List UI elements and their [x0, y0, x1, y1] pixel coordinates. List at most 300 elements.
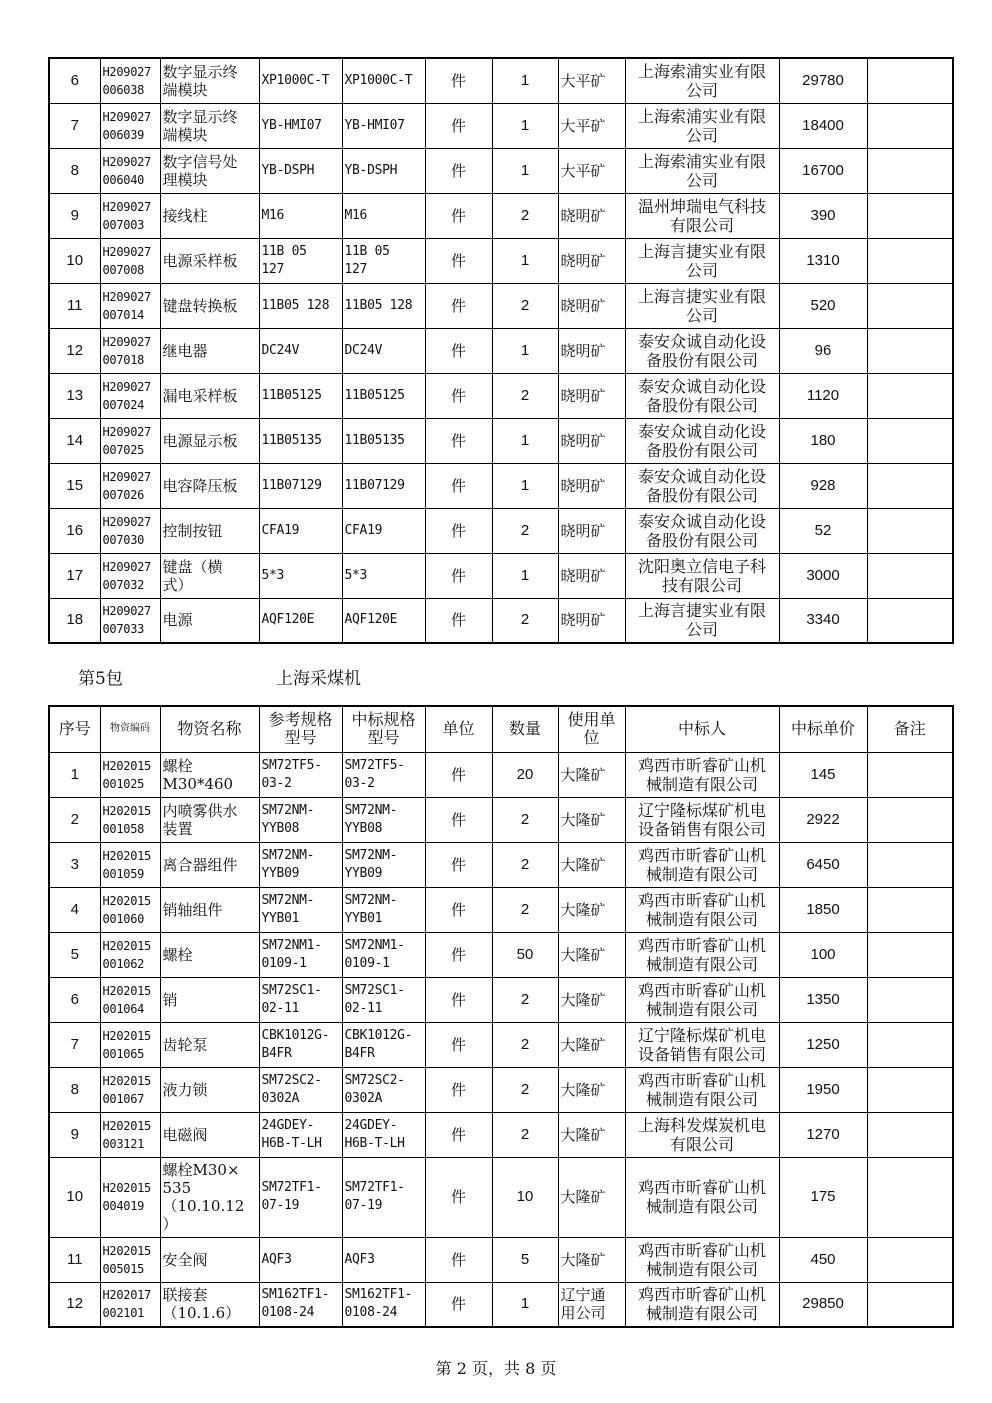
cell-note — [867, 193, 953, 238]
cell-no: 12 — [49, 1282, 100, 1327]
cell-note — [867, 887, 953, 932]
cell-ref-spec: CBK1012G- B4FR — [259, 1022, 342, 1067]
cell-note — [867, 1067, 953, 1112]
cell-ref-spec: SM72TF5- 03-2 — [259, 752, 342, 797]
cell-bid-spec: 11B 05 127 — [342, 238, 425, 283]
cell-bid-spec: 5*3 — [342, 553, 425, 598]
cell-winner: 辽宁隆标煤矿机电 设备销售有限公司 — [625, 1022, 779, 1067]
cell-use-unit: 晓明矿 — [558, 238, 625, 283]
package-title: 上海采煤机 — [276, 669, 361, 689]
cell-name: 电磁阀 — [160, 1112, 259, 1157]
cell-note — [867, 148, 953, 193]
cell-unit: 件 — [425, 1157, 492, 1237]
cell-use-unit: 大隆矿 — [558, 752, 625, 797]
cell-bid-spec: SM72TF5- 03-2 — [342, 752, 425, 797]
cell-bid-spec: 24GDEY- H6B-T-LH — [342, 1112, 425, 1157]
cell-winner: 鸡西市昕睿矿山机 械制造有限公司 — [625, 977, 779, 1022]
cell-price: 96 — [779, 328, 867, 373]
cell-no: 9 — [49, 1112, 100, 1157]
table-row — [49, 842, 953, 887]
cell-price: 1120 — [779, 373, 867, 418]
cell-name: 联接套 （10.1.6） — [160, 1282, 259, 1327]
cell-ref-spec: SM72TF1- 07-19 — [259, 1157, 342, 1237]
cell-winner: 鸡西市昕睿矿山机 械制造有限公司 — [625, 887, 779, 932]
cell-bid-spec: AQF120E — [342, 598, 425, 643]
cell-note — [867, 328, 953, 373]
table-row — [49, 283, 953, 328]
cell-no: 14 — [49, 418, 100, 463]
cell-use-unit: 晓明矿 — [558, 463, 625, 508]
table-row — [49, 932, 953, 977]
header-no: 序号 — [49, 706, 100, 752]
cell-ref-spec: CFA19 — [259, 508, 342, 553]
cell-price: 1250 — [779, 1022, 867, 1067]
cell-code: H202015 001064 — [100, 977, 160, 1022]
table-row — [49, 328, 953, 373]
cell-unit: 件 — [425, 932, 492, 977]
cell-use-unit: 大隆矿 — [558, 842, 625, 887]
cell-qty: 2 — [492, 373, 558, 418]
cell-use-unit: 大平矿 — [558, 148, 625, 193]
cell-winner: 上海科发煤炭机电 有限公司 — [625, 1112, 779, 1157]
cell-name: 继电器 — [160, 328, 259, 373]
cell-no: 16 — [49, 508, 100, 553]
cell-ref-spec: DC24V — [259, 328, 342, 373]
cell-winner: 上海言捷实业有限 公司 — [625, 598, 779, 643]
cell-unit: 件 — [425, 1022, 492, 1067]
cell-code: H209027 007014 — [100, 283, 160, 328]
cell-no: 4 — [49, 887, 100, 932]
cell-winner: 鸡西市昕睿矿山机 械制造有限公司 — [625, 752, 779, 797]
cell-qty: 2 — [492, 598, 558, 643]
table-row — [49, 1282, 953, 1327]
cell-unit: 件 — [425, 463, 492, 508]
table-row — [49, 752, 953, 797]
cell-name: 内喷雾供水 装置 — [160, 797, 259, 842]
cell-ref-spec: SM162TF1- 0108-24 — [259, 1282, 342, 1327]
cell-code: H209027 007024 — [100, 373, 160, 418]
cell-winner: 鸡西市昕睿矿山机 械制造有限公司 — [625, 1282, 779, 1327]
cell-qty: 1 — [492, 1282, 558, 1327]
cell-code: H209027 007033 — [100, 598, 160, 643]
cell-price: 16700 — [779, 148, 867, 193]
cell-qty: 2 — [492, 887, 558, 932]
cell-price: 175 — [779, 1157, 867, 1237]
table-row — [49, 418, 953, 463]
header-winner: 中标人 — [625, 706, 779, 752]
cell-price: 52 — [779, 508, 867, 553]
cell-winner: 泰安众诚自动化设 备股份有限公司 — [625, 508, 779, 553]
cell-ref-spec: SM72NM1- 0109-1 — [259, 932, 342, 977]
cell-use-unit: 大隆矿 — [558, 1157, 625, 1237]
table-row — [49, 238, 953, 283]
cell-qty: 1 — [492, 463, 558, 508]
cell-name: 液力锁 — [160, 1067, 259, 1112]
cell-no: 13 — [49, 373, 100, 418]
cell-unit: 件 — [425, 1282, 492, 1327]
cell-winner: 泰安众诚自动化设 备股份有限公司 — [625, 328, 779, 373]
cell-unit: 件 — [425, 553, 492, 598]
cell-winner: 上海言捷实业有限 公司 — [625, 283, 779, 328]
cell-code: H209027 006039 — [100, 103, 160, 148]
cell-no: 12 — [49, 328, 100, 373]
cell-note — [867, 283, 953, 328]
cell-qty: 1 — [492, 418, 558, 463]
cell-note — [867, 58, 953, 103]
table-row — [49, 1157, 953, 1237]
cell-name: 销 — [160, 977, 259, 1022]
cell-price: 18400 — [779, 103, 867, 148]
cell-name: 螺栓M30× 535 （10.10.12 ） — [160, 1157, 259, 1237]
table-row — [49, 1022, 953, 1067]
cell-qty: 10 — [492, 1157, 558, 1237]
cell-name: 键盘转换板 — [160, 283, 259, 328]
header-qty: 数量 — [492, 706, 558, 752]
table-row — [49, 797, 953, 842]
cell-code: H209027 007026 — [100, 463, 160, 508]
cell-code: H209027 007030 — [100, 508, 160, 553]
cell-winner: 泰安众诚自动化设 备股份有限公司 — [625, 373, 779, 418]
cell-note — [867, 752, 953, 797]
cell-code: H202015 001059 — [100, 842, 160, 887]
cell-bid-spec: SM72NM- YYB08 — [342, 797, 425, 842]
cell-price: 29850 — [779, 1282, 867, 1327]
cell-ref-spec: 11B05 128 — [259, 283, 342, 328]
cell-name: 数字信号处 理模块 — [160, 148, 259, 193]
cell-use-unit: 大隆矿 — [558, 1022, 625, 1067]
header-note: 备注 — [867, 706, 953, 752]
cell-no: 10 — [49, 1157, 100, 1237]
cell-note — [867, 508, 953, 553]
cell-note — [867, 1282, 953, 1327]
cell-name: 漏电采样板 — [160, 373, 259, 418]
package-label: 第5包 — [78, 669, 123, 689]
cell-qty: 1 — [492, 553, 558, 598]
cell-name: 接线柱 — [160, 193, 259, 238]
header-ref-spec: 参考规格 型号 — [259, 706, 342, 752]
cell-use-unit: 大隆矿 — [558, 1112, 625, 1157]
cell-unit: 件 — [425, 418, 492, 463]
cell-unit: 件 — [425, 238, 492, 283]
cell-bid-spec: SM72SC2- 0302A — [342, 1067, 425, 1112]
table-row — [49, 463, 953, 508]
cell-note — [867, 932, 953, 977]
cell-bid-spec: AQF3 — [342, 1237, 425, 1282]
cell-price: 180 — [779, 418, 867, 463]
cell-bid-spec: YB-HMI07 — [342, 103, 425, 148]
cell-note — [867, 238, 953, 283]
cell-price: 520 — [779, 283, 867, 328]
cell-winner: 泰安众诚自动化设 备股份有限公司 — [625, 418, 779, 463]
cell-unit: 件 — [425, 193, 492, 238]
cell-name: 安全阀 — [160, 1237, 259, 1282]
cell-note — [867, 598, 953, 643]
cell-bid-spec: 11B05135 — [342, 418, 425, 463]
header-unit: 单位 — [425, 706, 492, 752]
cell-use-unit: 大隆矿 — [558, 932, 625, 977]
cell-bid-spec: XP1000C-T — [342, 58, 425, 103]
cell-winner: 辽宁隆标煤矿机电 设备销售有限公司 — [625, 797, 779, 842]
cell-ref-spec: SM72NM- YYB09 — [259, 842, 342, 887]
cell-no: 2 — [49, 797, 100, 842]
cell-no: 18 — [49, 598, 100, 643]
cell-code: H202015 001067 — [100, 1067, 160, 1112]
cell-name: 螺栓M30*460 — [160, 752, 259, 797]
cell-use-unit: 晓明矿 — [558, 418, 625, 463]
cell-no: 5 — [49, 932, 100, 977]
cell-qty: 2 — [492, 508, 558, 553]
awards-table-continued — [48, 57, 954, 644]
cell-price: 145 — [779, 752, 867, 797]
cell-ref-spec: YB-DSPH — [259, 148, 342, 193]
cell-code: H202015 003121 — [100, 1112, 160, 1157]
cell-name: 键盘（横 式） — [160, 553, 259, 598]
cell-no: 10 — [49, 238, 100, 283]
cell-winner: 鸡西市昕睿矿山机 械制造有限公司 — [625, 1237, 779, 1282]
cell-qty: 2 — [492, 1112, 558, 1157]
cell-winner: 上海言捷实业有限 公司 — [625, 238, 779, 283]
cell-no: 15 — [49, 463, 100, 508]
cell-no: 9 — [49, 193, 100, 238]
cell-bid-spec: DC24V — [342, 328, 425, 373]
cell-qty: 2 — [492, 1022, 558, 1067]
cell-use-unit: 大平矿 — [558, 103, 625, 148]
cell-price: 29780 — [779, 58, 867, 103]
cell-no: 11 — [49, 1237, 100, 1282]
cell-unit: 件 — [425, 752, 492, 797]
cell-code: H209027 007008 — [100, 238, 160, 283]
cell-unit: 件 — [425, 598, 492, 643]
cell-no: 8 — [49, 148, 100, 193]
cell-no: 7 — [49, 1022, 100, 1067]
cell-unit: 件 — [425, 328, 492, 373]
table-row — [49, 887, 953, 932]
cell-qty: 50 — [492, 932, 558, 977]
cell-price: 1950 — [779, 1067, 867, 1112]
cell-bid-spec: SM72NM- YYB09 — [342, 842, 425, 887]
cell-bid-spec: SM162TF1- 0108-24 — [342, 1282, 425, 1327]
cell-winner: 沈阳奥立信电子科 技有限公司 — [625, 553, 779, 598]
header-name: 物资名称 — [160, 706, 259, 752]
table-row — [49, 553, 953, 598]
cell-name: 控制按钮 — [160, 508, 259, 553]
cell-price: 1270 — [779, 1112, 867, 1157]
cell-use-unit: 晓明矿 — [558, 283, 625, 328]
package-5-table-body — [49, 752, 953, 1327]
cell-winner: 上海索浦实业有限 公司 — [625, 58, 779, 103]
cell-qty: 2 — [492, 977, 558, 1022]
cell-unit: 件 — [425, 103, 492, 148]
cell-ref-spec: 24GDEY- H6B-T-LH — [259, 1112, 342, 1157]
table-row — [49, 1237, 953, 1282]
cell-price: 390 — [779, 193, 867, 238]
cell-unit: 件 — [425, 58, 492, 103]
cell-winner: 鸡西市昕睿矿山机 械制造有限公司 — [625, 842, 779, 887]
cell-bid-spec: 11B05 128 — [342, 283, 425, 328]
cell-qty: 1 — [492, 148, 558, 193]
cell-ref-spec: AQF120E — [259, 598, 342, 643]
cell-note — [867, 842, 953, 887]
cell-bid-spec: 11B05125 — [342, 373, 425, 418]
cell-winner: 上海索浦实业有限 公司 — [625, 148, 779, 193]
awards-table-body — [49, 58, 953, 643]
cell-use-unit: 大隆矿 — [558, 797, 625, 842]
cell-unit: 件 — [425, 1067, 492, 1112]
cell-bid-spec: SM72TF1- 07-19 — [342, 1157, 425, 1237]
cell-winner: 温州坤瑞电气科技 有限公司 — [625, 193, 779, 238]
cell-price: 3340 — [779, 598, 867, 643]
cell-use-unit: 晓明矿 — [558, 598, 625, 643]
cell-ref-spec: 11B07129 — [259, 463, 342, 508]
cell-unit: 件 — [425, 148, 492, 193]
cell-unit: 件 — [425, 797, 492, 842]
cell-no: 6 — [49, 58, 100, 103]
cell-ref-spec: 11B05125 — [259, 373, 342, 418]
cell-unit: 件 — [425, 508, 492, 553]
cell-note — [867, 1157, 953, 1237]
cell-use-unit: 大隆矿 — [558, 977, 625, 1022]
cell-ref-spec: 11B 05 127 — [259, 238, 342, 283]
cell-unit: 件 — [425, 887, 492, 932]
cell-winner: 上海索浦实业有限 公司 — [625, 103, 779, 148]
cell-use-unit: 大隆矿 — [558, 887, 625, 932]
cell-code: H209027 007025 — [100, 418, 160, 463]
cell-use-unit: 大平矿 — [558, 58, 625, 103]
cell-code: H202015 001025 — [100, 752, 160, 797]
cell-code: H202015 001060 — [100, 887, 160, 932]
table-row — [49, 508, 953, 553]
cell-no: 3 — [49, 842, 100, 887]
cell-bid-spec: YB-DSPH — [342, 148, 425, 193]
page-footer: 第 2 页，共 8 页 — [435, 1359, 557, 1378]
cell-qty: 1 — [492, 328, 558, 373]
cell-bid-spec: M16 — [342, 193, 425, 238]
cell-qty: 5 — [492, 1237, 558, 1282]
cell-bid-spec: CBK1012G- B4FR — [342, 1022, 425, 1067]
cell-price: 6450 — [779, 842, 867, 887]
cell-no: 1 — [49, 752, 100, 797]
cell-note — [867, 463, 953, 508]
table-row — [49, 1112, 953, 1157]
cell-code: H202015 001062 — [100, 932, 160, 977]
cell-price: 2922 — [779, 797, 867, 842]
cell-name: 电源显示板 — [160, 418, 259, 463]
cell-qty: 2 — [492, 283, 558, 328]
cell-qty: 2 — [492, 797, 558, 842]
table-row — [49, 193, 953, 238]
cell-ref-spec: 11B05135 — [259, 418, 342, 463]
table-row — [49, 1067, 953, 1112]
cell-note — [867, 373, 953, 418]
cell-no: 7 — [49, 103, 100, 148]
cell-qty: 1 — [492, 58, 558, 103]
table-row — [49, 977, 953, 1022]
table-header-row — [49, 706, 953, 752]
cell-unit: 件 — [425, 842, 492, 887]
cell-ref-spec: SM72NM- YYB01 — [259, 887, 342, 932]
cell-code: H209027 006038 — [100, 58, 160, 103]
cell-winner: 泰安众诚自动化设 备股份有限公司 — [625, 463, 779, 508]
cell-use-unit: 辽宁通 用公司 — [558, 1282, 625, 1327]
cell-no: 8 — [49, 1067, 100, 1112]
cell-note — [867, 103, 953, 148]
cell-qty: 2 — [492, 193, 558, 238]
cell-use-unit: 大隆矿 — [558, 1237, 625, 1282]
cell-unit: 件 — [425, 373, 492, 418]
table-row — [49, 598, 953, 643]
header-code: 物资编码 — [100, 706, 160, 752]
cell-name: 电容降压板 — [160, 463, 259, 508]
cell-qty: 2 — [492, 1067, 558, 1112]
cell-winner: 鸡西市昕睿矿山机 械制造有限公司 — [625, 932, 779, 977]
cell-use-unit: 晓明矿 — [558, 193, 625, 238]
cell-note — [867, 1112, 953, 1157]
cell-price: 450 — [779, 1237, 867, 1282]
table-row — [49, 148, 953, 193]
cell-winner: 鸡西市昕睿矿山机 械制造有限公司 — [625, 1067, 779, 1112]
cell-ref-spec: 5*3 — [259, 553, 342, 598]
cell-code: H202015 004019 — [100, 1157, 160, 1237]
cell-bid-spec: SM72NM- YYB01 — [342, 887, 425, 932]
cell-bid-spec: 11B07129 — [342, 463, 425, 508]
cell-code: H202017 002101 — [100, 1282, 160, 1327]
table-row — [49, 103, 953, 148]
cell-note — [867, 553, 953, 598]
cell-code: H202015 001058 — [100, 797, 160, 842]
cell-ref-spec: SM72SC1- 02-11 — [259, 977, 342, 1022]
header-bid-spec: 中标规格 型号 — [342, 706, 425, 752]
cell-name: 螺栓 — [160, 932, 259, 977]
cell-unit: 件 — [425, 977, 492, 1022]
cell-name: 数字显示终 端模块 — [160, 103, 259, 148]
cell-note — [867, 1022, 953, 1067]
cell-price: 1310 — [779, 238, 867, 283]
cell-code: H202015 001065 — [100, 1022, 160, 1067]
table-row — [49, 58, 953, 103]
cell-unit: 件 — [425, 1237, 492, 1282]
cell-use-unit: 晓明矿 — [558, 508, 625, 553]
cell-ref-spec: SM72SC2- 0302A — [259, 1067, 342, 1112]
cell-winner: 鸡西市昕睿矿山机 械制造有限公司 — [625, 1157, 779, 1237]
cell-bid-spec: SM72SC1- 02-11 — [342, 977, 425, 1022]
cell-unit: 件 — [425, 283, 492, 328]
cell-ref-spec: M16 — [259, 193, 342, 238]
cell-qty: 1 — [492, 103, 558, 148]
cell-name: 电源采样板 — [160, 238, 259, 283]
cell-qty: 1 — [492, 238, 558, 283]
cell-ref-spec: YB-HMI07 — [259, 103, 342, 148]
cell-code: H209027 007003 — [100, 193, 160, 238]
cell-ref-spec: AQF3 — [259, 1237, 342, 1282]
cell-name: 电源 — [160, 598, 259, 643]
cell-code: H202015 005015 — [100, 1237, 160, 1282]
cell-use-unit: 晓明矿 — [558, 553, 625, 598]
cell-price: 1850 — [779, 887, 867, 932]
cell-ref-spec: XP1000C-T — [259, 58, 342, 103]
cell-name: 离合器组件 — [160, 842, 259, 887]
cell-bid-spec: CFA19 — [342, 508, 425, 553]
cell-qty: 2 — [492, 842, 558, 887]
cell-code: H209027 007018 — [100, 328, 160, 373]
cell-note — [867, 1237, 953, 1282]
header-price: 中标单价 — [779, 706, 867, 752]
cell-unit: 件 — [425, 1112, 492, 1157]
cell-use-unit: 大隆矿 — [558, 1067, 625, 1112]
cell-note — [867, 797, 953, 842]
cell-no: 6 — [49, 977, 100, 1022]
table-row — [49, 373, 953, 418]
cell-no: 11 — [49, 283, 100, 328]
